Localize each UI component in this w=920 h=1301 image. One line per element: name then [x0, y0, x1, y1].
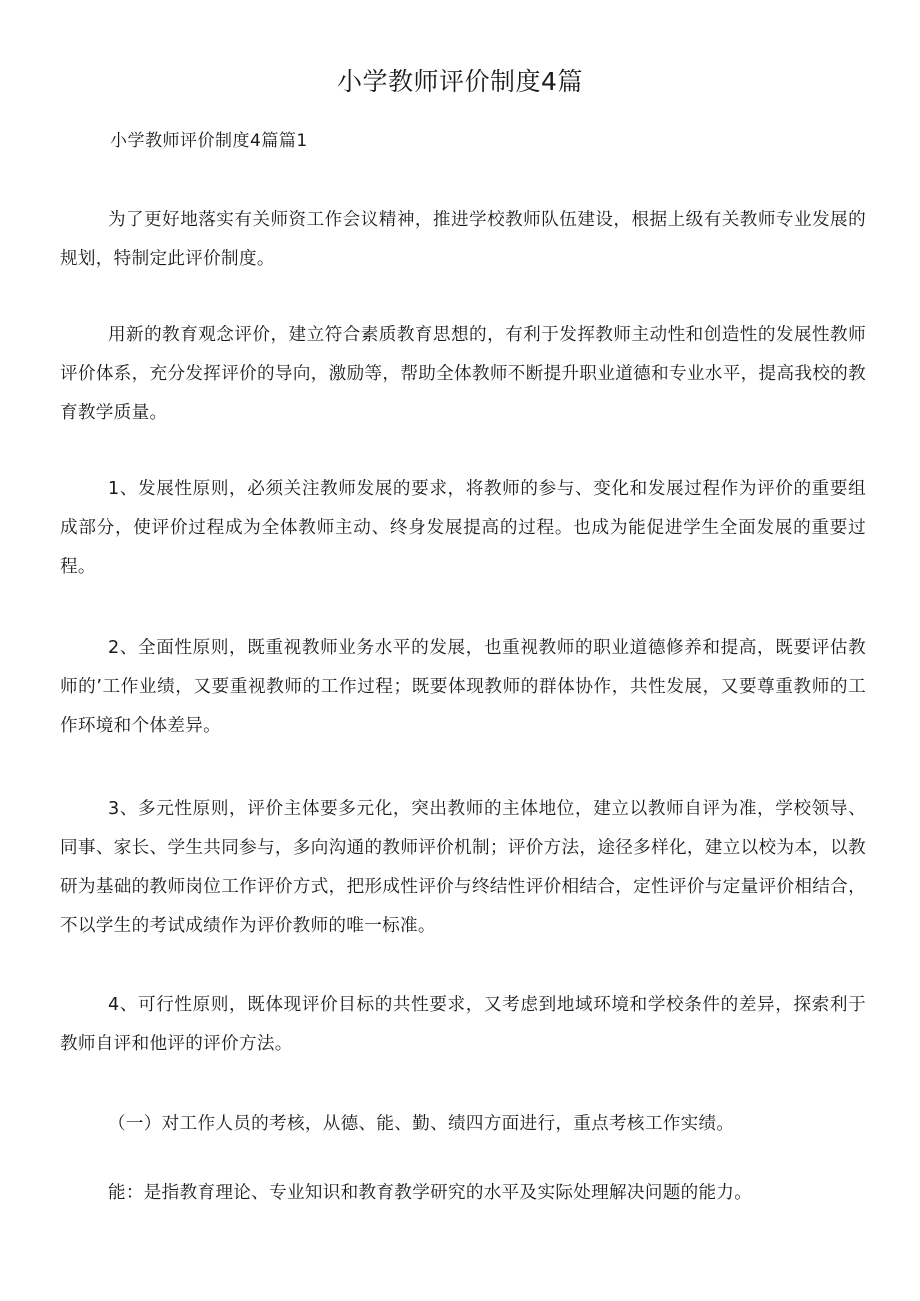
paragraph-principle-2: 2、全面性原则，既重视教师业务水平的发展，也重视教师的职业道德修养和提高，既要评估教师的’工作业绩，又要重视教师的工作过程；既要体现教师的群体协作，共性发展，又要尊重教师的工作环境和个体差异。	[60, 638, 866, 736]
paragraph-ability: 能：是指教育理论、专业知识和教育教学研究的水平及实际处理解决问题的能力。	[108, 1183, 753, 1203]
paragraph-assessment: （一）对工作人员的考核，从德、能、勤、绩四方面进行，重点考核工作实绩。	[108, 1114, 735, 1134]
paragraph-intro: 为了更好地落实有关师资工作会议精神，推进学校教师队伍建设，根据上级有关教师专业发展的规划，特制定此评价制度。	[60, 210, 866, 269]
paragraph-principle-3: 3、多元性原则，评价主体要多元化，突出教师的主体地位，建立以教师自评为准，学校领导、同事、家长、学生共同参与，多向沟通的教师评价机制；评价方法，途径多样化，建立以校为本，以教研为基础的教师岗位工作评价方式，把形成性评价与终结性评价相结合，定性评价与定量评价相结合，不以学生的考试成绩作为评价教师的唯一标准。	[60, 799, 866, 936]
paragraph-purpose: 用新的教育观念评价，建立符合素质教育思想的，有利于发挥教师主动性和创造性的发展性教师评价体系，充分发挥评价的导向，激励等，帮助全体教师不断提升职业道德和专业水平，提高我校的教育教学质量。	[60, 325, 866, 423]
paragraph-principle-1: 1、发展性原则，必须关注教师发展的要求，将教师的参与、变化和发展过程作为评价的重要组成部分，使评价过程成为全体教师主动、终身发展提高的过程。也成为能促进学生全面发展的重要过程。	[60, 479, 866, 577]
paragraph-principle-4: 4、可行性原则，既体现评价目标的共性要求，又考虑到地域环境和学校条件的差异，探索利于教师自评和他评的评价方法。	[60, 995, 866, 1054]
document-subtitle: 小学教师评价制度4篇篇1	[110, 131, 308, 151]
document-title: 小学教师评价制度4篇	[337, 67, 583, 96]
